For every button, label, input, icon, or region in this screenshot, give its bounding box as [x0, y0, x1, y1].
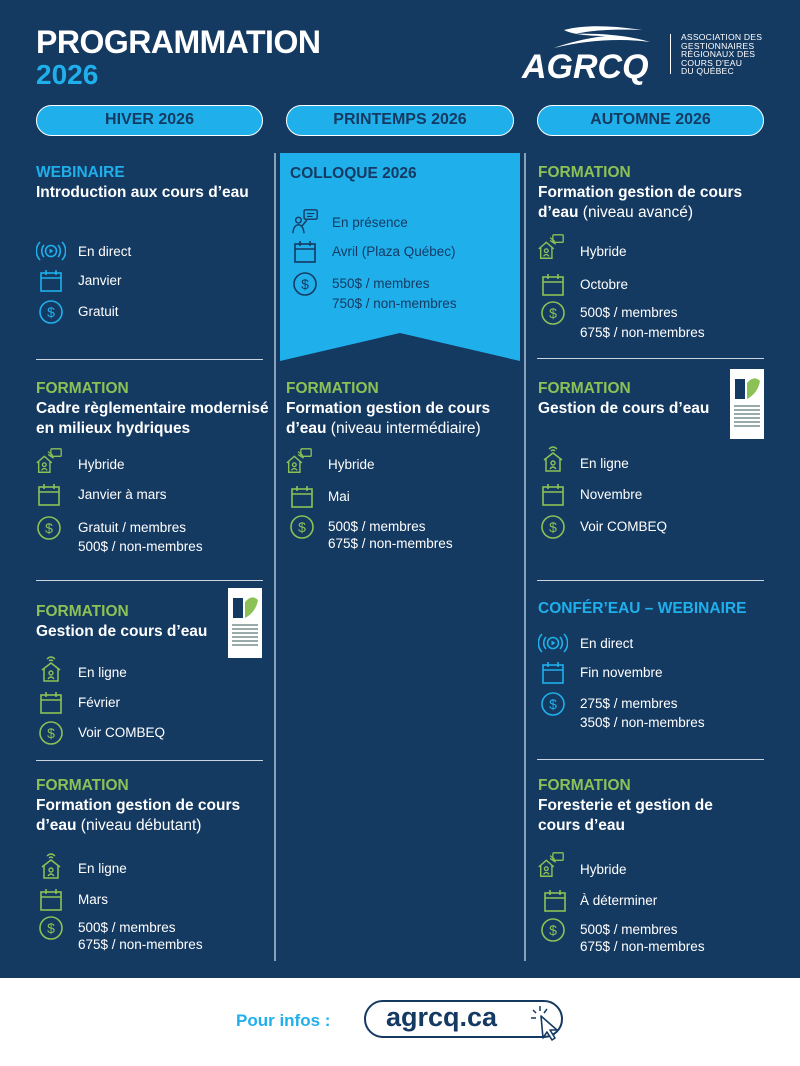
calendar-icon — [290, 237, 320, 267]
event-title: Cadre règlementaire modernisé en milieux hydriques — [36, 400, 269, 437]
event-price: 550$ / membres — [332, 276, 430, 291]
svg-text:$: $ — [47, 920, 55, 936]
svg-text:$: $ — [549, 696, 557, 712]
event-date: Janvier — [78, 273, 122, 288]
event-price: Gratuit / membres — [78, 520, 187, 535]
hybrid-icon — [536, 850, 566, 880]
svg-text:$: $ — [549, 922, 557, 938]
event-category: CONFÉR’EAU – WEBINAIRE — [538, 600, 747, 617]
svg-text:$: $ — [298, 519, 306, 535]
event-price: Voir COMBEQ — [580, 519, 668, 534]
section-divider — [537, 759, 764, 760]
dollar-icon — [538, 512, 568, 542]
event-date: Novembre — [580, 487, 643, 502]
svg-text:$: $ — [549, 519, 557, 535]
section-divider — [36, 760, 263, 761]
logo-text: ASSOCIATION DES GESTIONNAIRES RÉGIONAUX DES COURS D'EAU DU QUÉBEC — [681, 32, 763, 77]
calendar-icon — [36, 688, 66, 718]
calendar-icon — [287, 482, 317, 512]
event-price: 500$ / membres — [580, 922, 678, 937]
hybrid-icon — [284, 446, 314, 476]
calendar-icon — [540, 886, 570, 916]
svg-text:$: $ — [301, 276, 309, 292]
event-category: WEBINAIRE — [36, 164, 125, 181]
event-mode: Hybride — [580, 244, 627, 259]
logo-wordmark: AGRCQ — [522, 48, 649, 86]
event-mode: Hybride — [328, 457, 375, 472]
event-category: FORMATION — [538, 777, 631, 794]
live-broadcast-icon — [36, 236, 66, 266]
dollar-icon — [36, 297, 66, 327]
dollar-icon — [36, 718, 66, 748]
event-category: FORMATION — [36, 777, 129, 794]
event-title: Formation gestion de cours d’eau (niveau débutant) — [36, 797, 241, 834]
event-title: Introduction aux cours d’eau — [36, 184, 249, 201]
column-divider — [274, 153, 276, 961]
event-date: Janvier à mars — [78, 487, 167, 502]
calendar-icon — [36, 266, 66, 296]
section-divider — [36, 359, 263, 360]
calendar-icon — [36, 885, 66, 915]
live-broadcast-icon — [538, 628, 568, 658]
svg-text:$: $ — [47, 304, 55, 320]
event-category: COLLOQUE 2026 — [290, 165, 417, 182]
event-price: 275$ / membres — [580, 696, 678, 711]
event-mode: En présence — [332, 215, 408, 230]
event-mode: En direct — [78, 244, 132, 259]
event-price-secondary: 675$ / non-membres — [328, 536, 453, 551]
in-person-icon — [290, 207, 320, 237]
event-price-secondary: 500$ / non-membres — [78, 539, 203, 554]
dollar-icon — [34, 513, 64, 543]
event-mode: En direct — [580, 636, 634, 651]
calendar-icon — [538, 480, 568, 510]
event-mode: En ligne — [78, 861, 127, 876]
combeq-logo-icon — [730, 369, 764, 403]
event-price: 500$ / membres — [580, 305, 678, 320]
event-price: 500$ / membres — [78, 920, 176, 935]
section-divider — [537, 358, 764, 359]
event-title: Gestion de cours d’eau — [538, 400, 710, 417]
calendar-icon — [538, 658, 568, 688]
event-date: Mars — [78, 892, 108, 907]
event-title: Gestion de cours d’eau — [36, 623, 208, 640]
event-price-secondary: 350$ / non-membres — [580, 715, 705, 730]
season-printemps: PRINTEMPS 2026 — [286, 105, 514, 136]
svg-text:$: $ — [45, 520, 53, 536]
event-price: Voir COMBEQ — [78, 725, 166, 740]
page-year: 2026 — [36, 59, 99, 90]
season-hiver: HIVER 2026 — [36, 105, 263, 136]
dollar-icon — [36, 913, 66, 943]
event-category: FORMATION — [36, 603, 129, 620]
combeq-certification-badge — [228, 588, 262, 658]
event-date: Fin novembre — [580, 665, 663, 680]
svg-text:$: $ — [47, 725, 55, 741]
event-title: Formation gestion de cours d’eau (niveau avancé) — [538, 184, 743, 221]
event-category: FORMATION — [538, 164, 631, 181]
event-mode: En ligne — [78, 665, 127, 680]
event-date: Mai — [328, 489, 350, 504]
logo-divider — [670, 34, 671, 74]
event-mode: En ligne — [580, 456, 629, 471]
section-divider — [36, 580, 263, 581]
dollar-icon — [290, 269, 320, 299]
hybrid-icon — [536, 232, 566, 262]
column-divider — [524, 153, 526, 961]
calendar-icon — [34, 480, 64, 510]
event-price-secondary: 675$ / non-membres — [78, 937, 203, 952]
event-mode: Hybride — [78, 457, 125, 472]
event-price: 500$ / membres — [328, 519, 426, 534]
dollar-icon — [538, 689, 568, 719]
website-url[interactable]: agrcq.ca — [386, 1002, 498, 1032]
event-title: Foresterie et gestion de cours d’eau — [538, 797, 713, 834]
section-divider — [537, 580, 764, 581]
agrcq-logo — [520, 24, 770, 86]
combeq-logo-icon — [228, 588, 262, 622]
dollar-icon — [287, 512, 317, 542]
dollar-icon — [538, 298, 568, 328]
event-date: Octobre — [580, 277, 629, 292]
calendar-icon — [538, 270, 568, 300]
combeq-certification-badge — [730, 369, 764, 439]
online-icon — [36, 851, 66, 881]
online-icon — [538, 444, 568, 474]
dollar-icon — [538, 915, 568, 945]
event-mode: Hybride — [580, 862, 627, 877]
hybrid-icon — [34, 446, 64, 476]
event-date: Avril (Plaza Québec) — [332, 244, 456, 259]
page-title: PROGRAMMATION — [36, 24, 321, 60]
svg-text:$: $ — [549, 305, 557, 321]
event-price: Gratuit — [78, 304, 119, 319]
event-date: À déterminer — [580, 893, 658, 908]
season-automne: AUTOMNE 2026 — [537, 105, 764, 136]
event-category: FORMATION — [36, 380, 129, 397]
event-category: FORMATION — [286, 380, 379, 397]
infos-label: Pour infos : — [236, 1011, 331, 1030]
event-price-secondary: 675$ / non-membres — [580, 939, 705, 954]
event-title: Formation gestion de cours d’eau (niveau intermédiaire) — [286, 400, 491, 437]
pointer-cursor-icon — [531, 1006, 561, 1042]
event-date: Février — [78, 695, 121, 710]
event-price-secondary: 675$ / non-membres — [580, 325, 705, 340]
event-category: FORMATION — [538, 380, 631, 397]
online-icon — [36, 654, 66, 684]
event-price-secondary: 750$ / non-membres — [332, 296, 457, 311]
